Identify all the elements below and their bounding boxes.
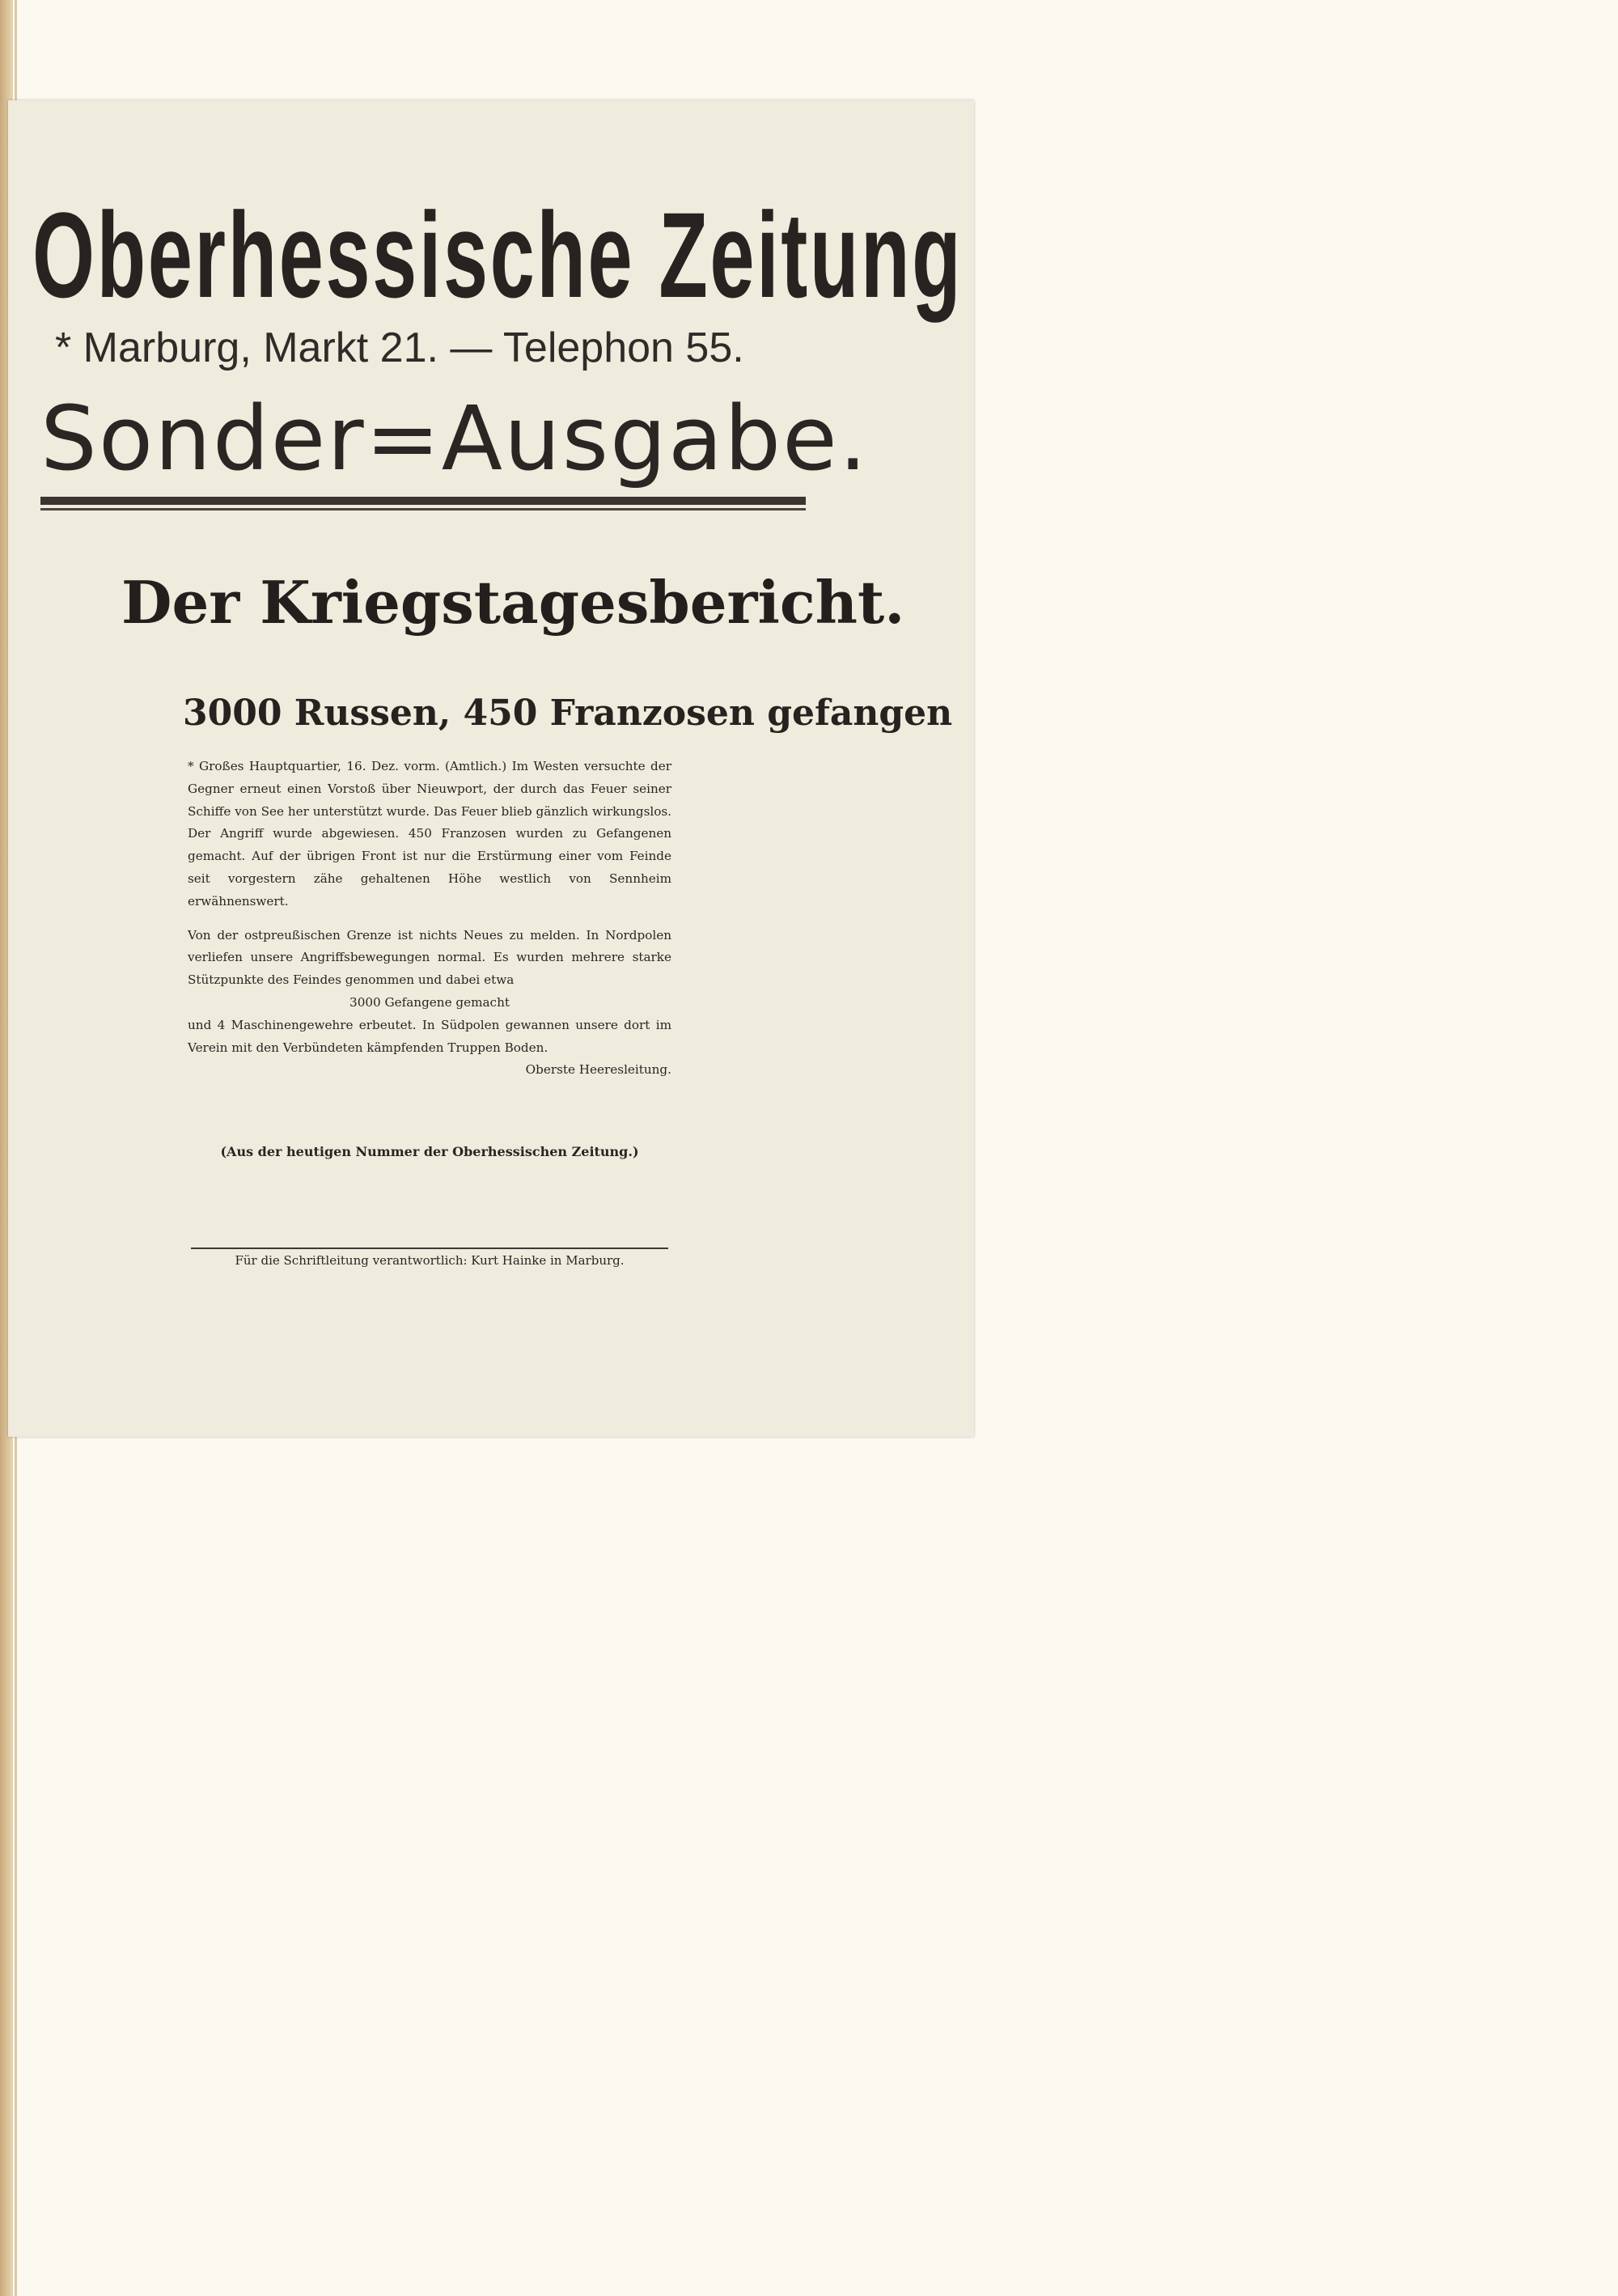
- footer-imprint: Für die Schriftleitung verantwortlich: Kurt Hainke in Marburg.: [235, 1253, 625, 1268]
- article-paragraph: Von der ostpreußischen Grenze ist nichts Neues zu melden. In Nordpolen verliefen unsere Angriffsbewegungen normal. Es wurden mehrere starke Stützpunkte des Feindes genommen und dabei etwa: [188, 927, 671, 988]
- article-body: [188, 756, 671, 1082]
- article-closing: und 4 Maschinengewehre erbeutet. In Südpolen gewannen unsere dort im Verein mit den Verbündeten kämpfenden Truppen Boden.: [188, 1017, 671, 1055]
- masthead-address: * Marburg, Markt 21. — Telephon 55.: [55, 324, 744, 371]
- masthead: [32, 187, 964, 323]
- edition-label: Sonder=Ausgabe.: [40, 387, 869, 490]
- article-headline: Der Kriegstagesbericht.: [121, 568, 905, 637]
- footer-rule: [191, 1248, 668, 1249]
- masthead-title: Oberhessische Zeitung: [32, 187, 964, 323]
- article-signature: Oberste Heeresleitung.: [525, 1062, 671, 1078]
- masthead-rule: [40, 497, 806, 505]
- article-center-line: 3000 Gefangene gemacht: [349, 994, 510, 1010]
- article-paragraph: * Großes Hauptquartier, 16. Dez. vorm. (Amtlich.) Im Westen versuchte der Gegner erneut einen Vorstoß über Nieuwport, der durch das Feuer seiner Schiffe von See her unterstützt wurde. Das Feuer blieb gänzlich wirkungslos. Der Angriff wurde abgewiesen. 450 Franzosen wurden zu Gefangenen gemacht. Auf der übrigen Front ist nur die Erstürmung einer vom Feinde seit vorgestern zähe gehaltenen Höhe westlich von Sennheim erwähnenswert.: [188, 759, 671, 909]
- article-subheadline: 3000 Russen, 450 Franzosen gefangen: [183, 693, 953, 734]
- masthead-rule-thin: [40, 508, 806, 510]
- source-note: (Aus der heutigen Nummer der Oberhessischen Zeitung.): [220, 1144, 639, 1159]
